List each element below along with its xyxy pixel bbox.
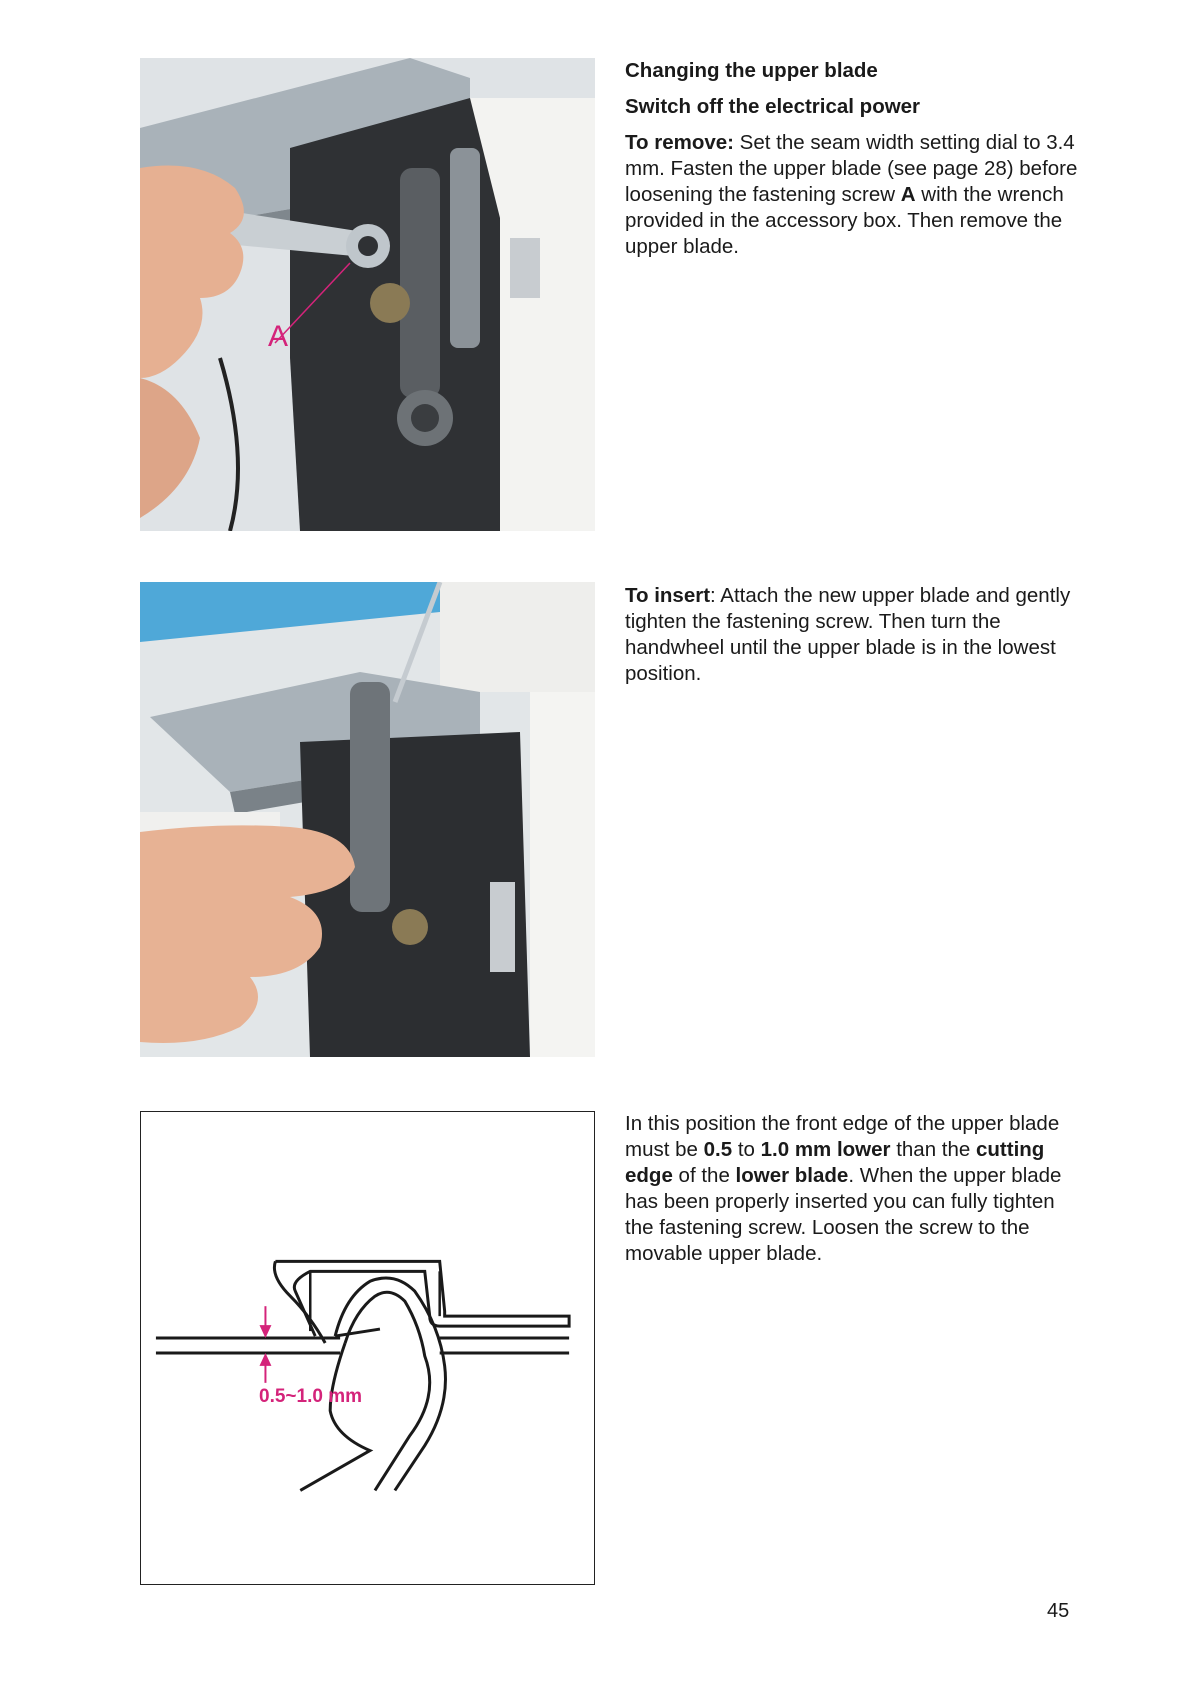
position-text-2: to	[732, 1138, 761, 1161]
position-text-5: . When the upper blade has been properly inserted you can fully tighten the fastening screw. Loosen the screw to the movable upper blade.	[625, 1164, 1062, 1265]
position-bold-1: 0.5	[703, 1138, 733, 1161]
photo-remove-blade	[140, 58, 595, 531]
figure-label-a: A	[268, 320, 289, 353]
photo-remove-blade-illustration	[140, 58, 595, 531]
remove-label: To remove:	[625, 131, 734, 154]
position-bold-2: 1.0 mm lower	[760, 1138, 891, 1161]
position-bold-4: lower blade	[735, 1164, 849, 1187]
insert-text: : Attach the new upper blade and gently tighten the fastening screw. Then turn the handwheel until the upper blade is in the lowest position.	[625, 584, 1071, 685]
remove-text-part2: with the wrench provided in the accessory box. Then remove the upper blade.	[625, 183, 1064, 258]
position-text-1: In this position the front edge of the upper blade must be	[625, 1112, 1060, 1161]
blade-gap-diagram	[140, 1111, 595, 1585]
remove-paragraph	[625, 130, 1085, 260]
section-heading: Changing the upper blade	[625, 59, 878, 82]
remove-text-part1: Set the seam width setting dial to 3.4 mm. Fasten the upper blade (see page 28) before loosening the fastening screw	[625, 131, 1078, 206]
insert-label: To insert	[625, 584, 711, 607]
position-bold-3: cutting edge	[625, 1138, 1045, 1187]
photo-insert-blade-illustration	[140, 582, 595, 1057]
blade-gap-drawing	[141, 1112, 594, 1584]
position-text-4: of the	[672, 1164, 736, 1187]
remove-instructions	[625, 58, 1085, 260]
power-warning-heading: Switch off the electrical power	[625, 95, 921, 118]
position-paragraph	[625, 1111, 1085, 1267]
insert-paragraph	[625, 583, 1085, 687]
position-text-3: than the	[890, 1138, 976, 1161]
gap-measurement-label: 0.5~1.0 mm	[259, 1386, 362, 1407]
screw-a-label: A	[900, 183, 916, 206]
photo-insert-blade	[140, 582, 595, 1057]
insert-instructions	[625, 583, 1085, 687]
position-instructions	[625, 1111, 1085, 1267]
page-number: 45	[1047, 1600, 1070, 1622]
